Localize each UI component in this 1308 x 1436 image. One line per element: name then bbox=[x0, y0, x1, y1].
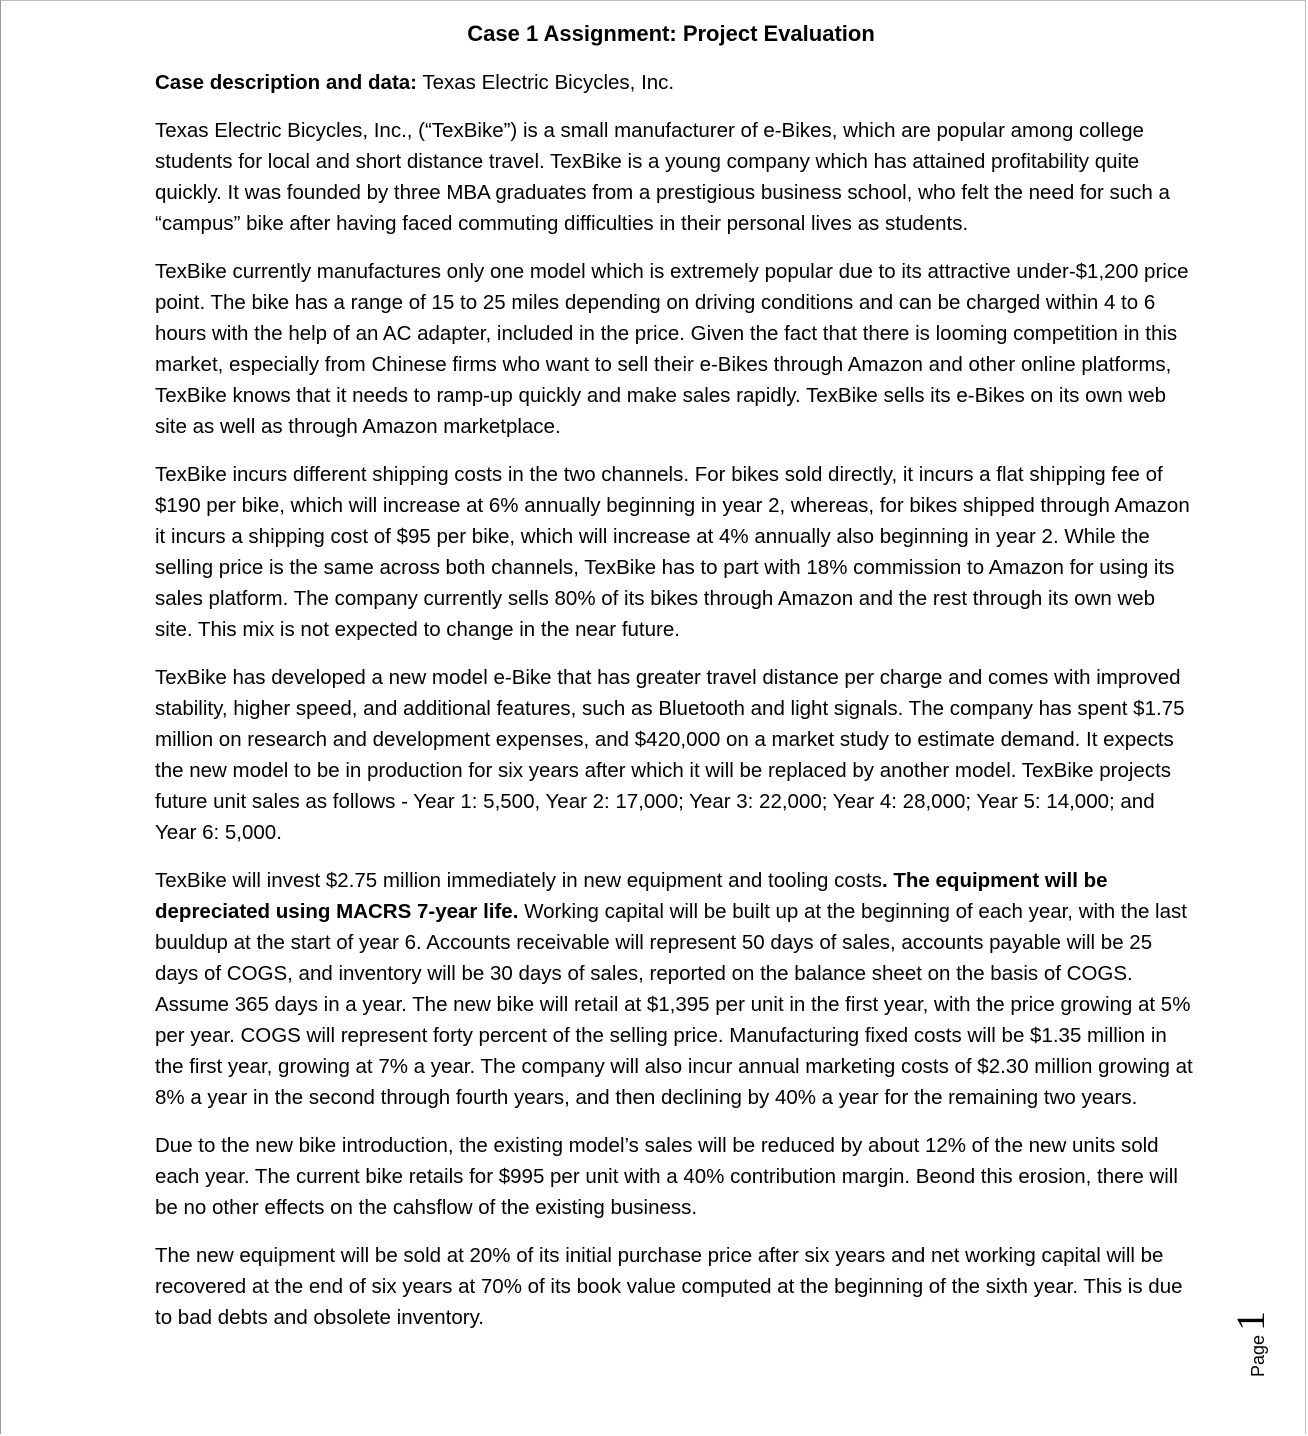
case-company-name: Texas Electric Bicycles, Inc. bbox=[417, 71, 675, 94]
case-description-line bbox=[155, 67, 1195, 98]
case-description-label: Case description and data: bbox=[155, 71, 418, 94]
paragraph-erosion: Due to the new bike introduction, the existing model’s sales will be reduced by about 12% of the new units sold each year. The current bike retails for $995 per unit with a 40% contribution margin. Beond this erosion, there will be no other effects on the cahsflow of the existing business. bbox=[155, 1134, 1178, 1219]
paragraph-current-model: TexBike currently manufactures only one model which is extremely popular due to its attractive under-$1,200 price point. The bike has a range of 15 to 25 miles depending on driving conditions and can be charged within 4 to 6 hours with the help of an AC adapter, included in the price. Given the fact that there is looming competition in this market, especially from Chinese firms who want to sell their e-Bikes through Amazon and other online platforms, TexBike knows that it needs to ramp-up quickly and make sales rapidly. TexBike sells its e-Bikes on its own web site as well as through Amazon marketplace. bbox=[155, 260, 1189, 438]
equipment-text-part1: TexBike will invest $2.75 million immediately in new equipment and tooling costs bbox=[155, 869, 882, 892]
page-title: Case 1 Assignment: Project Evaluation bbox=[467, 21, 875, 46]
paragraph-shipping-costs: TexBike incurs different shipping costs in the two channels. For bikes sold directly, it incurs a flat shipping fee of $190 per bike, which will increase at 6% annually beginning in year 2, whereas, for bikes shipped through Amazon it incurs a shipping cost of $95 per bike, which will increase at 4% annually also beginning in year 2. While the selling price is the same across both channels, TexBike has to part with 18% commission to Amazon for using its sales platform. The company currently sells 80% of its bikes through Amazon and the rest through its own web site. This mix is not expected to change in the near future. bbox=[155, 463, 1190, 641]
equipment-text-bold: . The equipment will be depreciated using MACRS 7-year life. bbox=[155, 869, 1108, 923]
page-number: 1 bbox=[1228, 1310, 1273, 1331]
paragraph-salvage: The new equipment will be sold at 20% of its initial purchase price after six years and net working capital will be recovered at the end of six years at 70% of its book value computed at the beginning of the sixth year. This is due to bad debts and obsolete inventory. bbox=[155, 1244, 1183, 1329]
paragraph-intro: Texas Electric Bicycles, Inc., (“TexBike”) is a small manufacturer of e-Bikes, which are popular among college students for local and short distance travel. TexBike is a young company which has attained profitability quite quickly. It was founded by three MBA graduates from a prestigious business school, who felt the need for such a “campus” bike after having faced commuting difficulties in their personal lives as students. bbox=[155, 119, 1170, 235]
paragraph-new-model: TexBike has developed a new model e-Bike that has greater travel distance per charge and comes with improved stability, higher speed, and additional features, such as Bluetooth and light signals. The company has spent $1.75 million on research and development expenses, and $420,000 on a market study to estimate demand. It expects the new model to be in production for six years after which it will be replaced by another model. TexBike projects future unit sales as follows - Year 1: 5,500, Year 2: 17,000; Year 3: 22,000; Year 4: 28,000; Year 5: 14,000; and Year 6: 5,000. bbox=[155, 666, 1185, 844]
document-body bbox=[155, 67, 1195, 1350]
page-number-footer bbox=[1228, 1301, 1287, 1377]
paragraph-equipment bbox=[155, 865, 1195, 1113]
page-label: Page bbox=[1248, 1334, 1268, 1377]
equipment-text-part2: Working capital will be built up at the beginning of each year, with the last buuldup at the start of year 6. Accounts receivable will represent 50 days of sales, accounts payable will be 25 days of COGS, and inventory will be 30 days of sales, reported on the balance sheet on the basis of COGS. Assume 365 days in a year. The new bike will retail at $1,395 per unit in the first year, with the price growing at 5% per year. COGS will represent forty percent of the selling price. Manufacturing fixed costs will be $1.35 million in the first year, growing at 7% a year. The company will also incur annual marketing costs of $2.30 million growing at 8% a year in the second through fourth years, and then declining by 40% a year for the remaining two years. bbox=[155, 900, 1193, 1109]
